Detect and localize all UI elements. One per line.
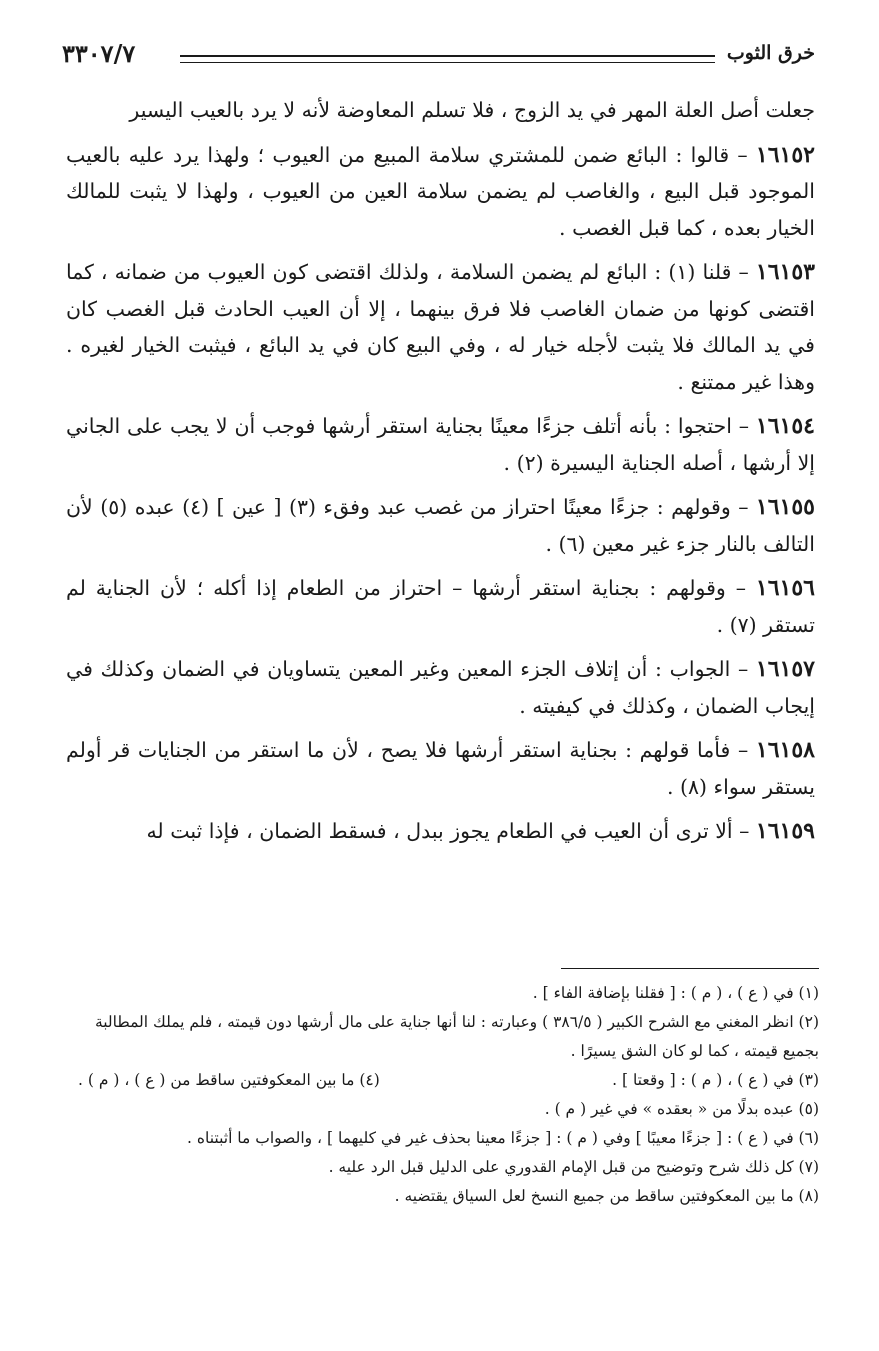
paragraph-16154 xyxy=(66,408,815,481)
paragraph-number: ١٦١٥٤ xyxy=(755,413,815,439)
footnote-7: (٧) كل ذلك شرح وتوضيح من قبل الإمام القدوري على الدليل قبل الرد عليه . xyxy=(328,1158,819,1176)
paragraph-16159 xyxy=(66,813,815,850)
footnote-5: (٥) عبده بدلًا من « بعقده » في غير ( م ) . xyxy=(544,1100,819,1118)
footnote-4: (٤) ما بين المعكوفتين ساقط من ( ع ) ، ( م ) . xyxy=(78,1071,380,1089)
paragraph-16153 xyxy=(66,254,815,400)
paragraph-16156 xyxy=(66,570,815,643)
paragraph-text: – الجواب : أن إتلاف الجزء المعين وغير المعين يتساويان في الضمان وكذلك في إيجاب الضمان ، وكذلك في كيفيته . xyxy=(66,657,815,718)
paragraph-16152 xyxy=(66,137,815,247)
paragraph-text: – وقولهم : جزءًا معينًا احتراز من غصب عبد وفقء (٣) [ عين ] (٤) عبده (٥) لأن التالف بالنار جزء غير معين (٦) . xyxy=(66,495,815,556)
paragraph-number: ١٦١٥٧ xyxy=(755,656,815,682)
paragraph-text: جعلت أصل العلة المهر في يد الزوج ، فلا تسلم المعاوضة لأنه لا يرد بالعيب اليسير xyxy=(129,98,815,122)
paragraph-text: – قالوا : البائع ضمن للمشتري سلامة المبيع من العيوب ؛ ولهذا يرد عليه بالعيب الموجود قبل البيع ، والغاصب لم يضمن سلامة العين من العيوب ، ولهذا لا يثبت للمالك الخيار بعده ، كما قبل الغصب . xyxy=(66,142,815,240)
paragraph-number: ١٦١٥٩ xyxy=(755,818,815,844)
paragraph-number: ١٦١٥٦ xyxy=(755,575,815,601)
footnote-rule xyxy=(561,968,819,969)
paragraph-16155 xyxy=(66,489,815,562)
paragraph-16157 xyxy=(66,651,815,724)
paragraph-number: ١٦١٥٨ xyxy=(755,737,815,763)
paragraph-text: – ألا ترى أن العيب في الطعام يجوز ببدل ، فسقط الضمان ، فإذا ثبت له xyxy=(146,819,756,843)
footnote-2: (٢) انظر المغني مع الشرح الكبير ( ٣٨٦/٥ ) وعبارته : لنا أنها جناية على مال أرشها دون قيمته ، فلم يملك المطالبة بجميع قيمته ، كما لو كان الشق يسيرًا . xyxy=(94,1013,819,1060)
paragraph-number: ١٦١٥٥ xyxy=(755,494,815,520)
paragraph-number: ١٦١٥٢ xyxy=(755,141,815,168)
main-text xyxy=(66,92,815,858)
running-title: خرق الثوب xyxy=(726,42,815,64)
paragraph-text: – احتجوا : بأنه أتلف جزءًا معينًا بجناية استقر أرشها فوجب أن لا يجب على الجاني إلا أرشها ، أصله الجناية اليسيرة (٢) . xyxy=(66,414,815,475)
paragraph-text: – قلنا (١) : البائع لم يضمن السلامة ، ولذلك اقتضى كون العيوب من ضمانه ، كما اقتضى كونها من ضمان الغاصب فلا فرق بينهما ، إلا أن العيب الحادث قبل الغصب كان في يد المالك فلا يثبت لأجله خيار له ، وفي البيع كان في يد البائع ، فيثبت الخيار لغيره . وهذا غير ممتنع . xyxy=(66,260,815,394)
footnotes xyxy=(60,968,819,1211)
footnote-3: (٣) في ( ع ) ، ( م ) : [ وقعتا ] . xyxy=(612,1071,819,1089)
header-rule xyxy=(180,55,715,63)
page-header xyxy=(62,38,815,72)
paragraph-number: ١٦١٥٣ xyxy=(755,259,815,285)
paragraph-continuation xyxy=(66,92,815,129)
page-number: ٣٣٠٧/٧ xyxy=(62,39,136,68)
paragraph-16158 xyxy=(66,732,815,805)
paragraph-text: – فأما قولهم : بجناية استقر أرشها فلا يصح ، لأن ما استقر من الجنايات قر أولم يستقر سواء (٨) . xyxy=(66,738,815,799)
footnote-8: (٨) ما بين المعكوفتين ساقط من جميع النسخ لعل السياق يقتضيه . xyxy=(394,1187,819,1205)
footnote-6: (٦) في ( ع ) : [ جزءًا معيبًا ] وفي ( م ) : [ جزءًا معينا بحذف غير في كليهما ] ، والصواب ما أثبتناه . xyxy=(187,1129,819,1147)
footnote-row xyxy=(60,1066,819,1095)
footnote-1: (١) في ( ع ) ، ( م ) : [ فقلنا بإضافة الفاء ] . xyxy=(532,984,819,1002)
paragraph-text: – وقولهم : بجناية استقر أرشها – احتراز من الطعام إذا أكله ؛ لأن الجناية لم تستقر (٧) . xyxy=(66,576,815,637)
